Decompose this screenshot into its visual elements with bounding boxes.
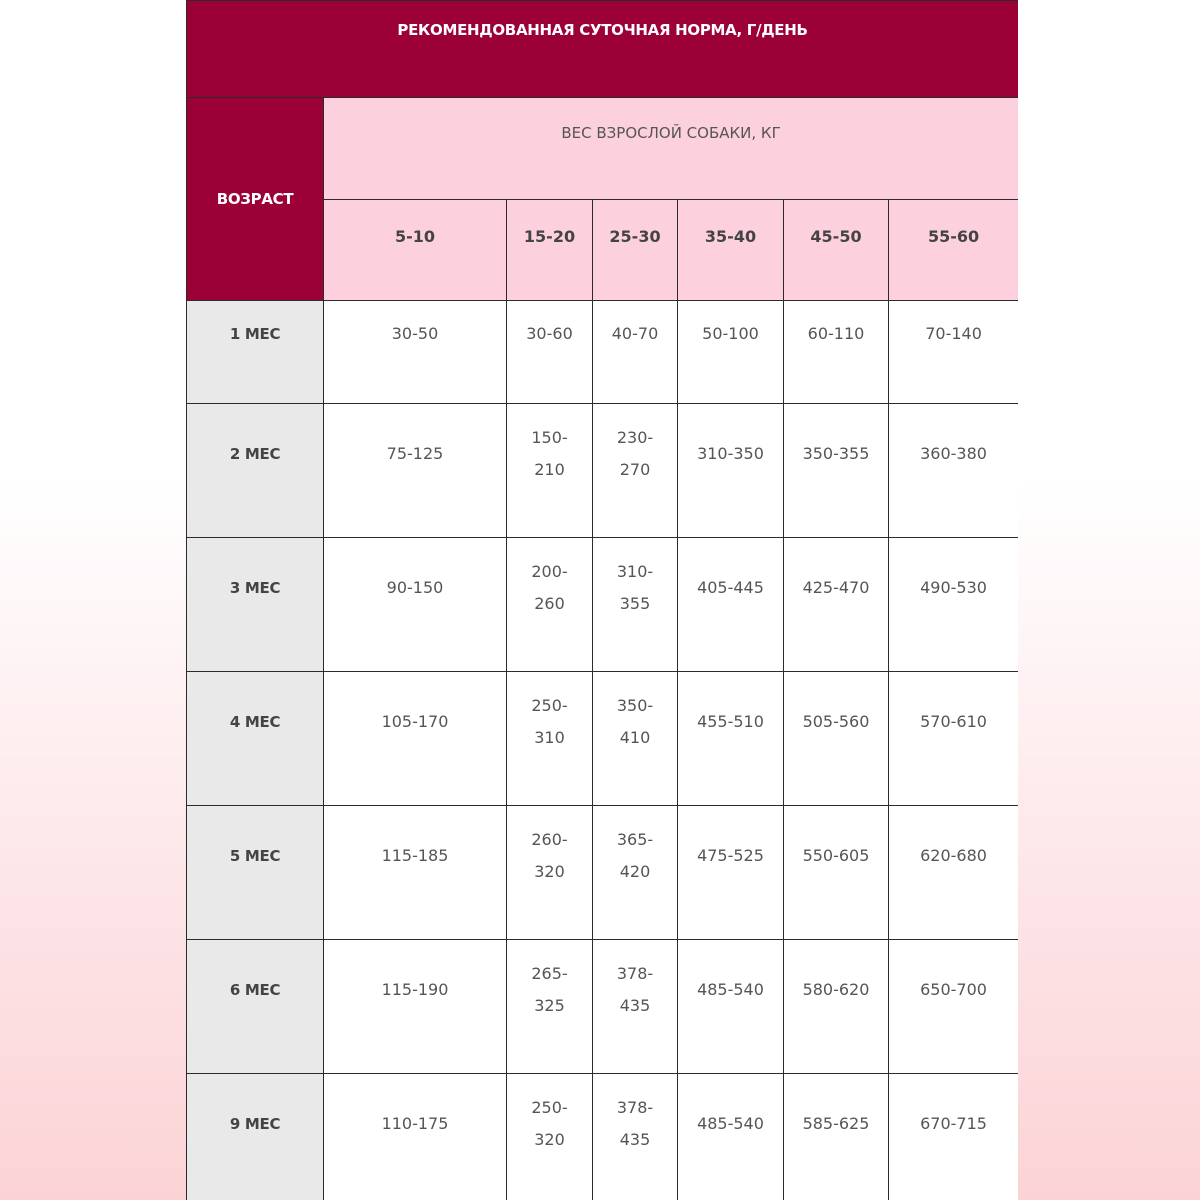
value-cell bbox=[678, 940, 784, 1074]
value-text: 110-175 bbox=[381, 1114, 449, 1133]
table-row bbox=[187, 404, 1019, 538]
weight-column-header: 35-40 bbox=[678, 200, 784, 301]
value-cell bbox=[507, 806, 593, 940]
value-text: 115-190 bbox=[381, 980, 449, 999]
weight-column-header: 15-20 bbox=[507, 200, 593, 301]
value-text: 455-510 bbox=[697, 712, 764, 731]
value-text: 310-355 bbox=[616, 562, 654, 613]
value-text: 425-470 bbox=[802, 578, 870, 597]
title-row bbox=[187, 1, 1019, 98]
value-text: 250-310 bbox=[531, 696, 568, 747]
value-text: 580-620 bbox=[802, 980, 870, 999]
value-text: 405-445 bbox=[697, 578, 764, 597]
value-text: 550-605 bbox=[802, 846, 870, 865]
value-cell bbox=[593, 404, 678, 538]
table-row bbox=[187, 1074, 1019, 1200]
table-row bbox=[187, 538, 1019, 672]
value-cell bbox=[678, 404, 784, 538]
value-cell bbox=[507, 301, 593, 404]
value-text: 350-355 bbox=[802, 444, 870, 463]
value-cell bbox=[593, 301, 678, 404]
value-text: 50-100 bbox=[702, 324, 759, 343]
value-text: 650-700 bbox=[920, 980, 987, 999]
value-cell bbox=[889, 538, 1019, 672]
value-cell bbox=[678, 538, 784, 672]
value-text: 585-625 bbox=[802, 1114, 870, 1133]
value-text: 570-610 bbox=[920, 712, 987, 731]
value-cell bbox=[507, 1074, 593, 1200]
age-label: 3 МЕС bbox=[229, 579, 281, 597]
value-cell bbox=[678, 301, 784, 404]
value-text: 90-150 bbox=[386, 578, 444, 597]
value-cell bbox=[784, 940, 889, 1074]
value-cell bbox=[324, 672, 507, 806]
value-cell bbox=[784, 404, 889, 538]
value-text: 485-540 bbox=[697, 980, 764, 999]
value-cell bbox=[324, 1074, 507, 1200]
value-cell bbox=[593, 538, 678, 672]
value-cell bbox=[784, 1074, 889, 1200]
weight-column-header: 55-60 bbox=[889, 200, 1019, 301]
age-cell bbox=[187, 672, 324, 806]
weight-group-header: ВЕС ВЗРОСЛОЙ СОБАКИ, КГ bbox=[324, 98, 1019, 200]
age-cell bbox=[187, 1074, 324, 1200]
feeding-table-container bbox=[186, 0, 1018, 1200]
value-text: 250-320 bbox=[531, 1098, 568, 1149]
value-cell bbox=[593, 1074, 678, 1200]
value-cell bbox=[507, 672, 593, 806]
value-cell bbox=[593, 806, 678, 940]
value-cell bbox=[784, 672, 889, 806]
value-text: 115-185 bbox=[381, 846, 449, 865]
value-text: 40-70 bbox=[611, 324, 659, 343]
value-cell bbox=[889, 806, 1019, 940]
value-text: 200-260 bbox=[531, 562, 568, 613]
value-cell bbox=[507, 940, 593, 1074]
value-text: 670-715 bbox=[920, 1114, 987, 1133]
table-row bbox=[187, 940, 1019, 1074]
value-text: 475-525 bbox=[697, 846, 764, 865]
table-title: РЕКОМЕНДОВАННАЯ СУТОЧНАЯ НОРМА, Г/ДЕНЬ bbox=[187, 1, 1019, 98]
value-cell bbox=[889, 301, 1019, 404]
value-text: 365-420 bbox=[616, 830, 654, 881]
value-text: 485-540 bbox=[697, 1114, 764, 1133]
value-text: 60-110 bbox=[807, 324, 865, 343]
age-label: 2 МЕС bbox=[229, 445, 281, 463]
weight-header-row bbox=[187, 98, 1019, 200]
value-text: 30-50 bbox=[391, 324, 439, 343]
value-text: 620-680 bbox=[920, 846, 987, 865]
value-text: 230-270 bbox=[616, 428, 654, 479]
value-cell bbox=[784, 301, 889, 404]
value-cell bbox=[324, 806, 507, 940]
value-text: 150-210 bbox=[531, 428, 568, 479]
value-text: 310-350 bbox=[697, 444, 764, 463]
value-cell bbox=[593, 940, 678, 1074]
age-cell bbox=[187, 806, 324, 940]
value-cell bbox=[889, 672, 1019, 806]
value-cell bbox=[324, 940, 507, 1074]
value-cell bbox=[889, 1074, 1019, 1200]
age-cell bbox=[187, 538, 324, 672]
age-label: 4 МЕС bbox=[229, 713, 281, 731]
table-row bbox=[187, 806, 1019, 940]
value-cell bbox=[324, 301, 507, 404]
table-row bbox=[187, 301, 1019, 404]
table-row bbox=[187, 672, 1019, 806]
value-cell bbox=[507, 538, 593, 672]
weight-column-header: 25-30 bbox=[593, 200, 678, 301]
value-text: 30-60 bbox=[526, 324, 573, 343]
value-text: 360-380 bbox=[920, 444, 987, 463]
value-cell bbox=[889, 404, 1019, 538]
weight-column-header: 45-50 bbox=[784, 200, 889, 301]
value-cell bbox=[678, 806, 784, 940]
value-cell bbox=[324, 404, 507, 538]
age-cell bbox=[187, 301, 324, 404]
age-cell bbox=[187, 940, 324, 1074]
value-text: 490-530 bbox=[920, 578, 987, 597]
age-column-header: ВОЗРАСТ bbox=[187, 98, 324, 301]
age-cell bbox=[187, 404, 324, 538]
age-label: 1 МЕС bbox=[229, 325, 281, 343]
value-cell bbox=[593, 672, 678, 806]
feeding-norm-table bbox=[186, 0, 1018, 1200]
value-text: 378-435 bbox=[616, 1098, 654, 1149]
value-text: 70-140 bbox=[925, 324, 982, 343]
value-text: 260-320 bbox=[531, 830, 568, 881]
age-label: 9 МЕС bbox=[229, 1115, 281, 1133]
value-cell bbox=[324, 538, 507, 672]
value-cell bbox=[678, 1074, 784, 1200]
value-cell bbox=[507, 404, 593, 538]
value-text: 350-410 bbox=[616, 696, 654, 747]
value-text: 105-170 bbox=[381, 712, 449, 731]
value-text: 75-125 bbox=[386, 444, 444, 463]
value-text: 505-560 bbox=[802, 712, 870, 731]
value-cell bbox=[784, 806, 889, 940]
value-cell bbox=[889, 940, 1019, 1074]
age-label: 6 МЕС bbox=[229, 981, 281, 999]
value-cell bbox=[678, 672, 784, 806]
value-cell bbox=[784, 538, 889, 672]
value-text: 265-325 bbox=[531, 964, 568, 1015]
weight-column-header: 5-10 bbox=[324, 200, 507, 301]
value-text: 378-435 bbox=[616, 964, 654, 1015]
age-label: 5 МЕС bbox=[229, 847, 281, 865]
